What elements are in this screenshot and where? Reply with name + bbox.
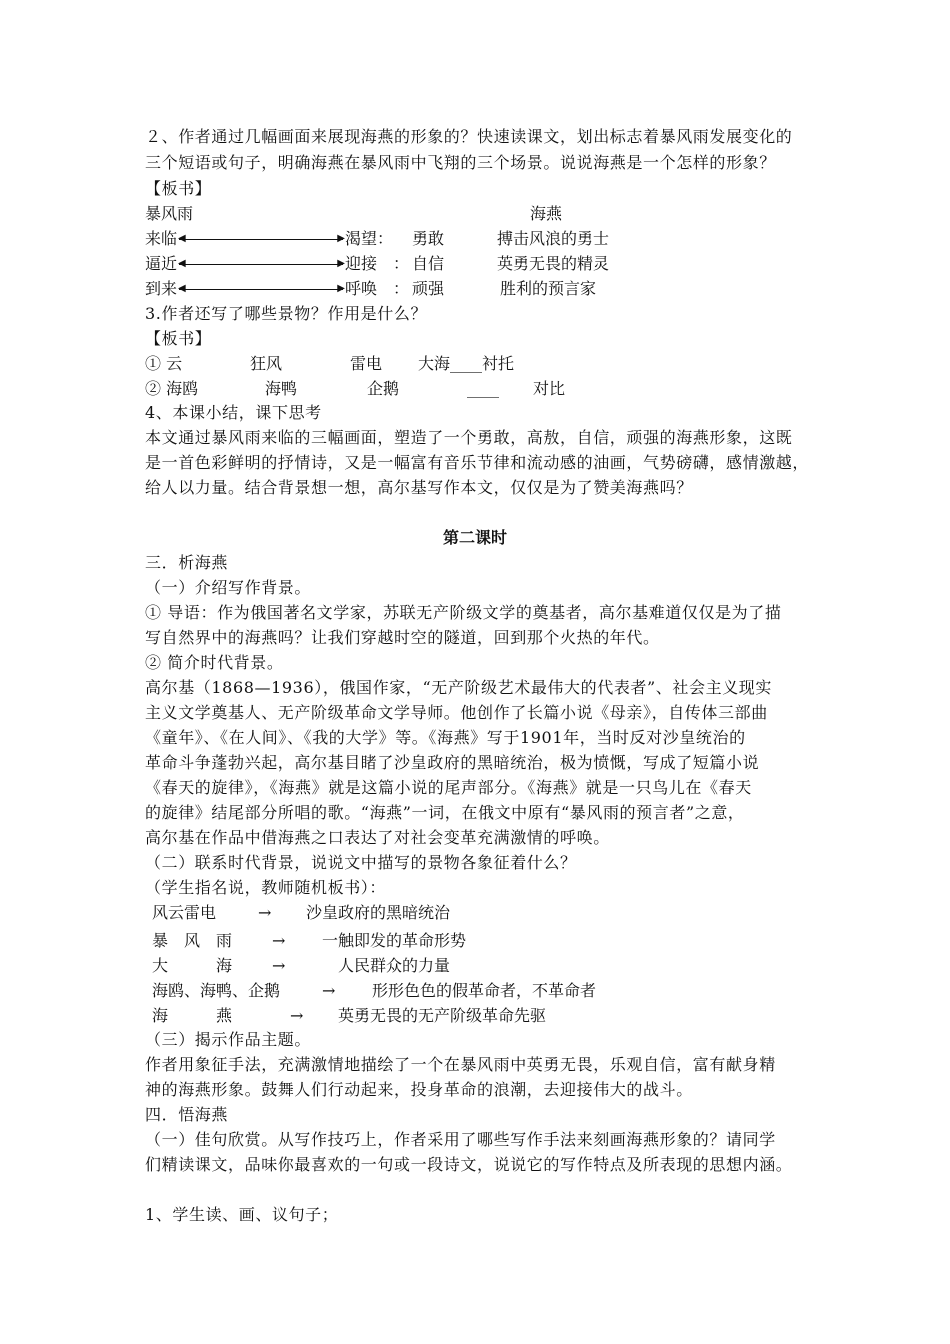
subsection-2-note: （学生指名说，教师随机板书）： (145, 878, 387, 897)
symbol-meaning: 一触即发的革命形势 (322, 931, 467, 950)
subsection-2: （二）联系时代背景，说说文中描写的景物各象征着什么？ (145, 853, 577, 872)
board-row-mid: 呼唤 ： (345, 279, 410, 298)
board-label: 【板书】 (145, 329, 212, 348)
section-heading: 第二课时 (442, 528, 507, 547)
background-line: 高尔基（1868—1936），俄国作家，“无产阶级艺术最伟大的代表者”、社会主义现实 (145, 678, 772, 697)
intro-line: 写自然界中的海燕吗？让我们穿越时空的隧道，回到那个火热的年代。 (145, 628, 660, 647)
summary-line: 给人以力量。结合背景想一想，高尔基写作本文，仅仅是为了赞美海燕吗？ (145, 478, 693, 497)
arrow-icon: → (290, 1006, 304, 1025)
board-row-mid: 渴望： (345, 229, 394, 248)
arrow-icon: → (322, 981, 336, 1000)
summary-line: 是一首色彩鲜明的抒情诗，又是一幅富有音乐节律和流动感的油画，气势磅礴，感情激越， (145, 453, 810, 472)
board-row-trait: 顽强 (412, 279, 445, 298)
board-row-desc: 英勇无畏的精灵 (497, 254, 610, 273)
arrow-icon: → (272, 931, 286, 950)
symbol-meaning: 沙皇政府的黑暗统治 (306, 903, 451, 922)
board-row-trait: 自信 (412, 254, 445, 273)
arrow-icon: → (258, 903, 272, 922)
board2-cell: 企鹅 (367, 379, 400, 398)
board-row-desc: 胜利的预言家 (500, 279, 597, 298)
section-3-title: 三．析海燕 (145, 553, 229, 572)
board2-cell: 海鸭 (265, 379, 298, 398)
symbol-term: 海 燕 (152, 1006, 233, 1025)
board-row-left: 逼近 (145, 254, 178, 273)
appreciation-line: （一）佳句欣赏。从写作技巧上，作者采用了哪些写作手法来刻画海燕形象的？请同学 (145, 1130, 776, 1149)
board2-cell: ① 云 (145, 354, 183, 373)
symbol-term: 海鸥、海鸭、企鹅 (152, 981, 281, 1000)
double-arrow: ◀ ▶ (178, 258, 345, 269)
board-row-left: 到来 (145, 279, 178, 298)
symbol-term: 暴 风 雨 (152, 931, 233, 950)
board-row-mid: 迎接 ： (345, 254, 410, 273)
symbol-meaning: 英勇无畏的无产阶级革命先驱 (338, 1006, 547, 1025)
board2-cell: 大海____衬托 (418, 354, 515, 373)
subsection-1: （一）介绍写作背景。 (145, 578, 312, 597)
board2-cell: 狂风 (250, 354, 283, 373)
board2-cell: 对比 (533, 379, 566, 398)
symbol-term: 风云雷电 (152, 903, 217, 922)
theme-line: 神的海燕形象。鼓舞人们行动起来，投身革命的浪潮，去迎接伟大的战斗。 (145, 1080, 693, 1099)
symbol-meaning: 形形色色的假革命者，不革命者 (372, 981, 597, 1000)
board2-cell: ____ (467, 379, 499, 398)
background-line: 的旋律》结尾部分所唱的歌。“海燕”一词，在俄文中原有“暴风雨的预言者”之意， (145, 803, 745, 822)
subsection-3: （三）揭示作品主题。 (145, 1030, 312, 1049)
symbol-term: 大 海 (152, 956, 233, 975)
question-3: 3.作者还写了哪些景物？作用是什么？ (145, 304, 428, 323)
arrow-icon: → (272, 956, 286, 975)
question-4: 4、本课小结，课下思考 (145, 403, 322, 422)
background-title: ② 简介时代背景。 (145, 653, 284, 672)
board-column-petrel: 海燕 (530, 204, 563, 223)
board2-cell: 雷电 (350, 354, 383, 373)
double-arrow: ◀ ▶ (178, 233, 345, 244)
background-line: 主义文学奠基人、无产阶级革命文学导师。他创作了长篇小说《母亲》，自传体三部曲 (145, 703, 768, 722)
section-4-title: 四．悟海燕 (145, 1105, 229, 1124)
appreciation-line: 们精读课文，品味你最喜欢的一句或一段诗文，说说它的写作特点及所表现的思想内涵。 (145, 1155, 793, 1174)
symbol-meaning: 人民群众的力量 (338, 956, 451, 975)
board-column-storm: 暴风雨 (145, 204, 194, 223)
board-row-desc: 搏击风浪的勇士 (497, 229, 610, 248)
background-line: 高尔基在作品中借海燕之口表达了对社会变革充满激情的呼唤。 (145, 828, 610, 847)
question-2-line-2: 三个短语或句子，明确海燕在暴风雨中飞翔的三个场景。说说海燕是一个怎样的形象？ (145, 153, 776, 172)
summary-line: 本文通过暴风雨来临的三幅画面，塑造了一个勇敢，高敖，自信，顽强的海燕形象，这既 (145, 428, 793, 447)
intro-line: ① 导语：作为俄国著名文学家，苏联无产阶级文学的奠基者，高尔基难道仅仅是为了描 (145, 603, 782, 622)
board2-cell: ② 海鸥 (145, 379, 199, 398)
question-2-line-1: ２、作者通过几幅画面来展现海燕的形象的？快速读课文，划出标志着暴风雨发展变化的 (145, 127, 793, 146)
board-label: 【板书】 (145, 179, 212, 198)
background-line: 革命斗争蓬勃兴起，高尔基目睹了沙皇政府的黑暗统治，极为愤慨，写成了短篇小说 (145, 753, 760, 772)
board-row-left: 来临 (145, 229, 178, 248)
board-row-trait: 勇敢 (412, 229, 445, 248)
background-line: 《童年》、《在人间》、《我的大学》等。《海燕》写于1901年，当时反对沙皇统治的 (145, 728, 746, 747)
background-line: 《春天的旋律》，《海燕》就是这篇小说的尾声部分。《海燕》就是一只鸟儿在《春天 (145, 778, 752, 797)
theme-line: 作者用象征手法，充满激情地描绘了一个在暴风雨中英勇无畏，乐观自信，富有献身精 (145, 1055, 776, 1074)
double-arrow: ◀ ▶ (178, 283, 345, 294)
step-1: 1、学生读、画、议句子； (145, 1205, 339, 1224)
